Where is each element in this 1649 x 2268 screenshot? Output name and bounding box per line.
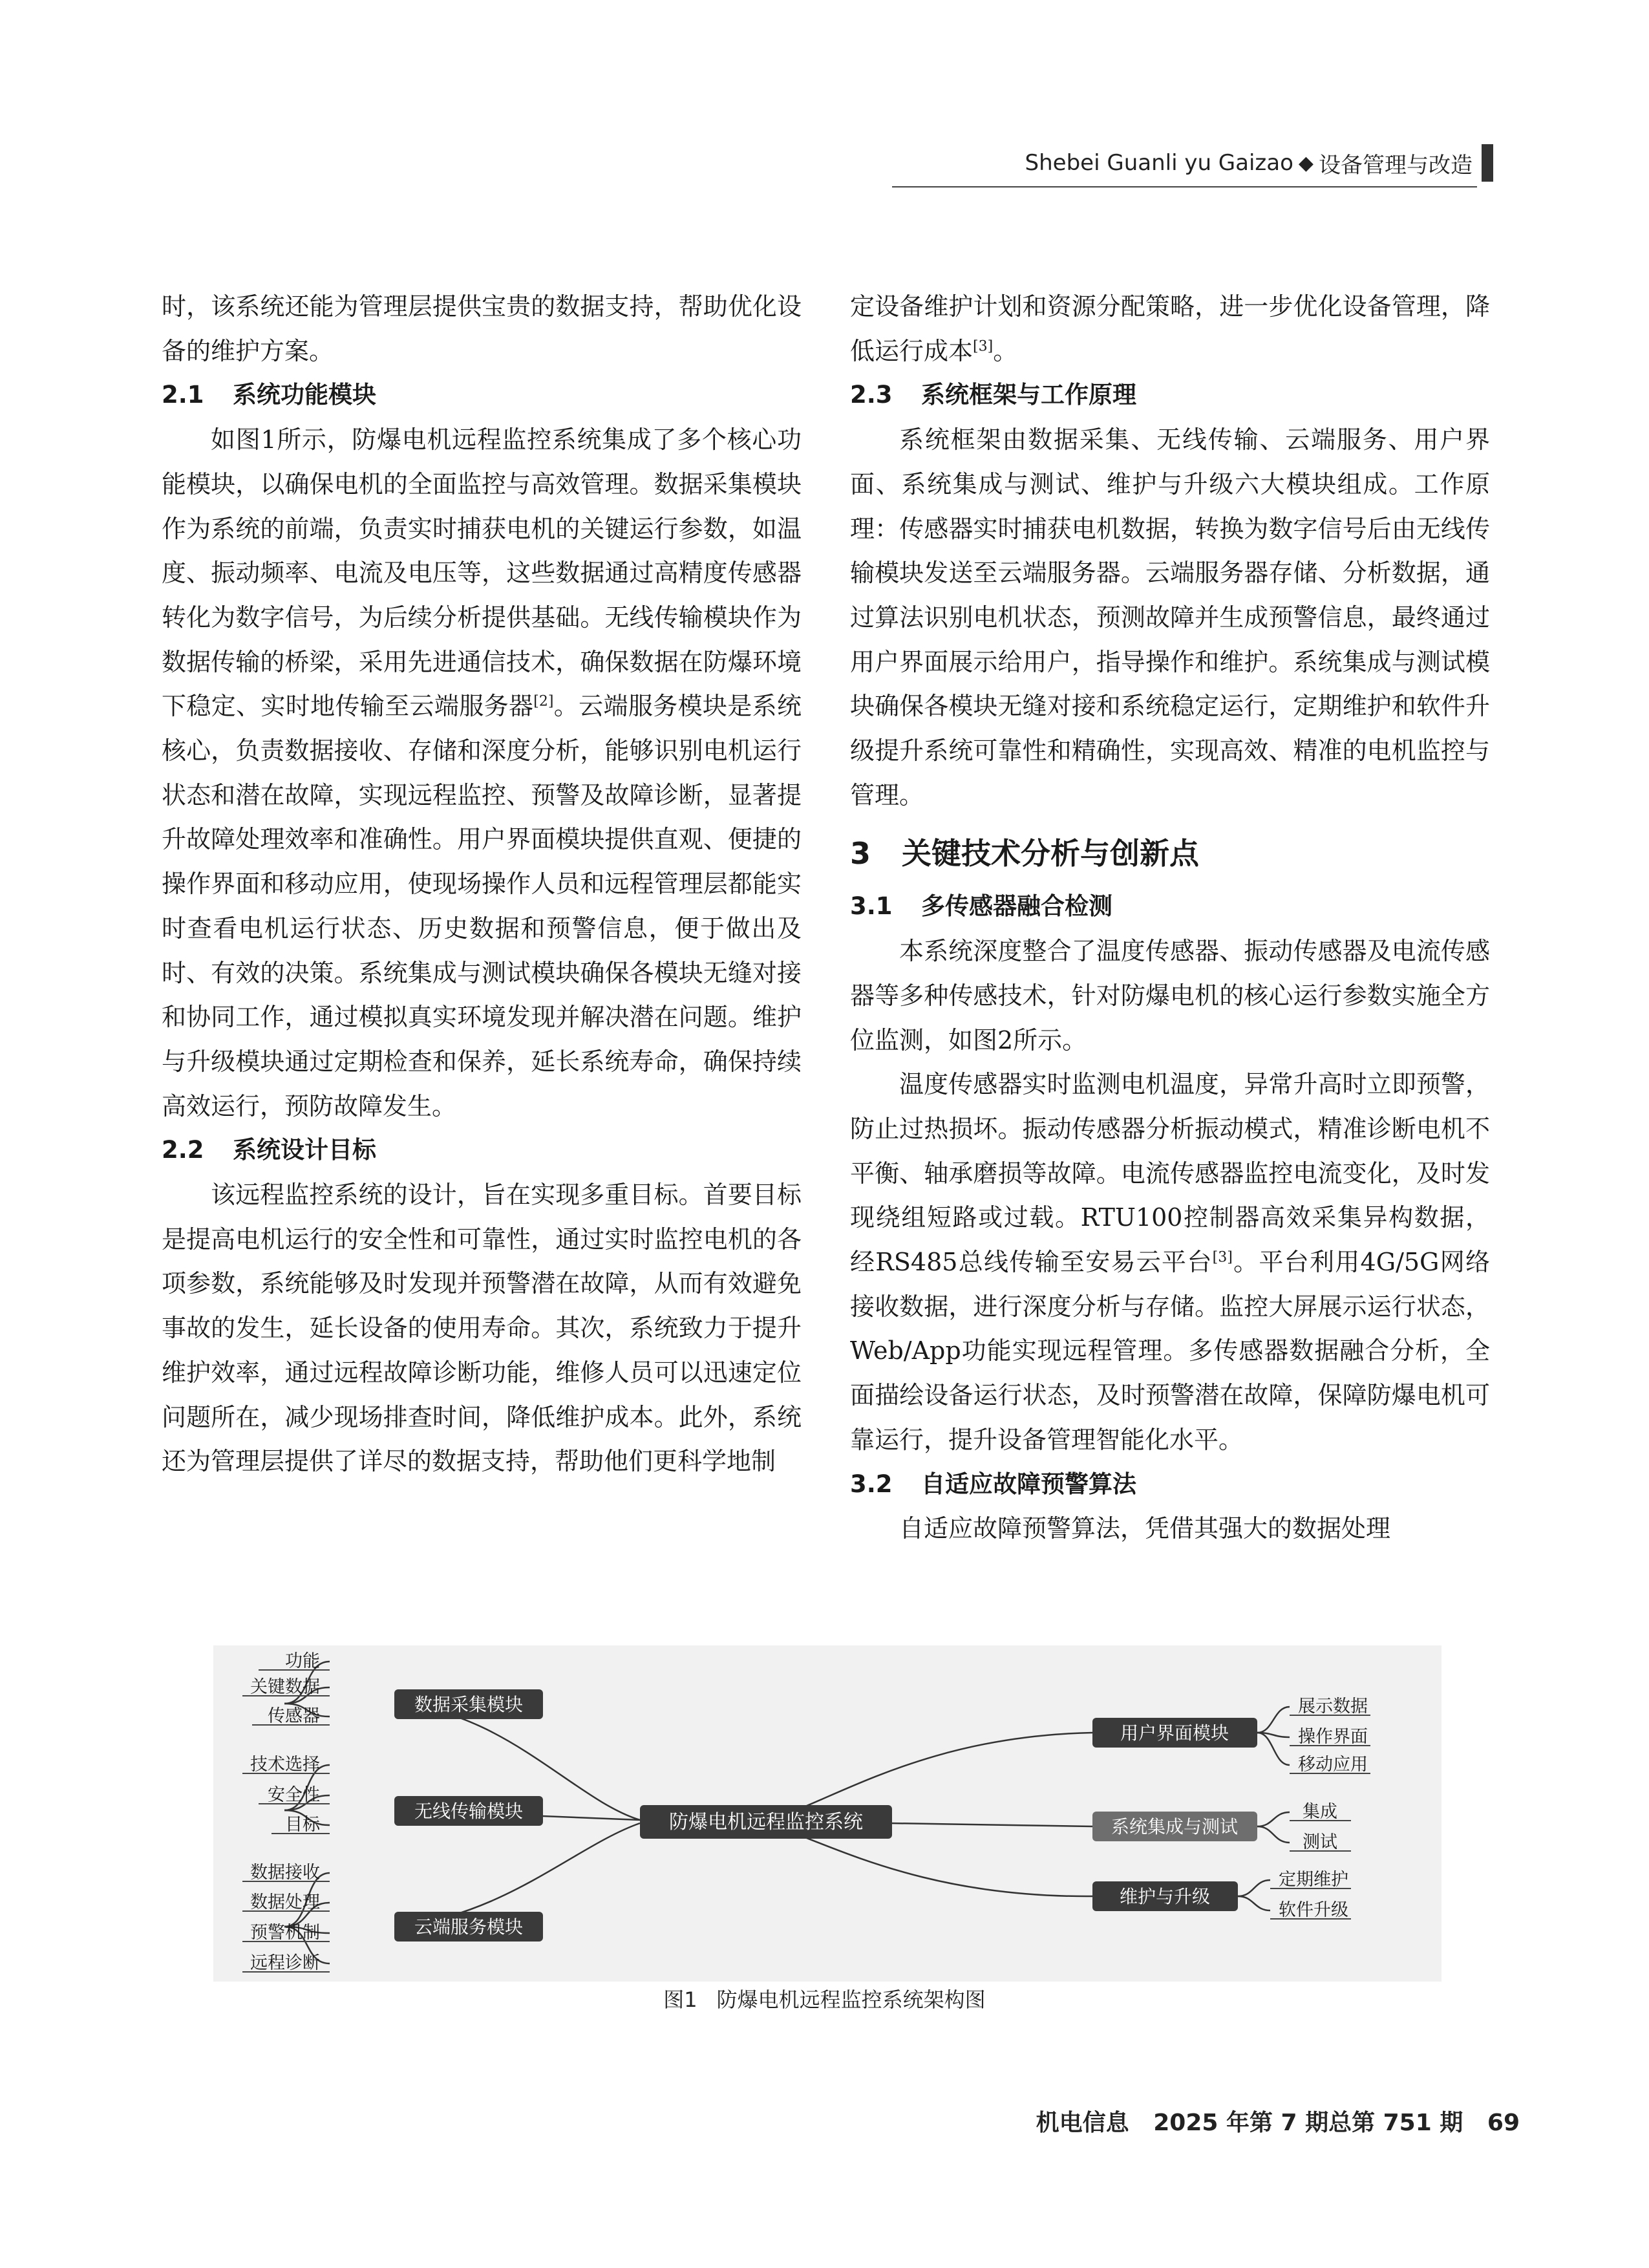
connector [1257,1707,1290,1733]
paragraph: 本系统深度整合了温度传感器、振动传感器及电流传感器等多种传感技术，针对防爆电机的核心运行参数实施全方位监测，如图2所示。 [850,937,1490,1054]
module-data-acquisition: 数据采集模块 [414,1694,524,1715]
section-heading-3-1 [850,884,1490,929]
section-number: 3.1 [850,892,893,921]
diamond-icon: ◆ [1298,151,1314,175]
paragraph-text: 。 [993,336,1018,365]
section-title: 自适应故障预警算法 [921,1470,1136,1498]
paragraph [850,284,1490,373]
paragraph [850,1062,1490,1462]
section-title: 系统设计目标 [233,1136,376,1164]
leaf-label: 移动应用 [1298,1755,1368,1775]
paragraph: 时，该系统还能为管理层提供宝贵的数据支持，帮助优化设备的维护方案。 [162,292,802,365]
leaf-label: 操作界面 [1298,1727,1368,1747]
paragraph-text: 。云端服务模块是系统核心，负责数据接收、存储和深度分析，能够识别电机运行状态和潜在故障，实现远程监控、预警及故障诊断，显著提升故障处理效率和准确性。用户界面模块提供直观、便捷的操作界面和移动应用，使现场操作人员和远程管理层都能实时查看电机运行状态、历史数据和预警信息，便于做出及时、有效的决策。系统集成与测试模块确保各模块无缝对接和协同工作，通过模拟真实环境发现并解决潜在问题。维护与升级模块通过定期检查和保养，延长系统寿命，确保持续高效运行，预防故障发生。 [162,692,802,1120]
leaf-label: 软件升级 [1279,1900,1348,1920]
page-footer: 机电信息 2025 年第 7 期总第 751 期 69 [1036,2110,1520,2136]
module-wireless: 无线传输模块 [414,1801,524,1822]
section-title: 系统框架与工作原理 [921,381,1136,409]
section-number: 3.2 [850,1470,893,1498]
paragraph: 系统框架由数据采集、无线传输、云端服务、用户界面、系统集成与测试、维护与升级六大模块组成。工作原理：传感器实时捕获电机数据，转换为数字信号后由无线传输模块发送至云端服务器。云端服务器存储、分析数据，通过算法识别电机状态，预测故障并生成预警信息，最终通过用户界面展示给用户，指导操作和维护。系统集成与测试模块确保各模块无缝对接和系统稳定运行，定期维护和软件升级提升系统可靠性和精确性，实现高效、精准的电机监控与管理。 [850,425,1490,809]
citation: [2] [533,693,554,710]
paragraph-text: 温度传感器实时监测电机温度，异常升高时立即预警，防止过热损坏。振动传感器分析振动模式，精准诊断电机不平衡、轴承磨损等故障。电流传感器监控电流变化，及时发现绕组短路或过载。RTU100控制器高效采集异构数据，经RS485总线传输至安易云平台 [850,1070,1490,1277]
section-title: 多传感器融合检测 [921,892,1112,921]
section-number: 3 [850,836,871,872]
section-title: 关键技术分析与创新点 [902,836,1199,872]
paragraph-text: 如图1所示，防爆电机远程监控系统集成了多个核心功能模块，以确保电机的全面监控与高效管理。数据采集模块作为系统的前端，负责实时捕获电机的关键运行参数，如温度、振动频率、电流及电压等，这些数据通过高精度传感器转化为数字信号，为后续分析提供基础。无线传输模块作为数据传输的桥梁，采用先进通信技术，确保数据在防爆环境下稳定、实时地传输至云端服务器 [162,425,802,721]
right-column [850,284,1490,1551]
section-number: 2.1 [162,381,204,409]
citation: [3] [1212,1249,1233,1266]
paragraph: 该远程监控系统的设计，旨在实现多重目标。首要目标是提高电机运行的安全性和可靠性，通过实时监控电机的各项参数，系统能够及时发现并预警潜在故障，从而有效避免事故的发生，延长设备的使用寿命。其次，系统致力于提升维护效率，通过远程故障诊断功能，维修人员可以迅速定位问题所在，减少现场排查时间，降低维护成本。此外，系统还为管理层提供了详尽的数据支持，帮助他们更科学地制 [162,1181,802,1476]
leaf-label: 定期维护 [1279,1870,1348,1890]
module-integration: 系统集成与测试 [1111,1816,1239,1837]
module-user-interface: 用户界面模块 [1120,1722,1229,1744]
running-header [892,144,1493,182]
leaf-label: 测试 [1303,1832,1337,1852]
leaf-label: 安全性 [268,1785,320,1805]
figure-1 [213,1645,1442,1982]
section-number: 2.3 [850,381,893,409]
section-heading-2-1 [162,373,802,418]
leaf-label: 远程诊断 [250,1953,320,1973]
citation: [3] [973,338,994,355]
module-cloud: 云端服务模块 [414,1916,524,1938]
leaf-label: 数据接收 [250,1863,320,1883]
journal-pinyin: Shebei Guanli yu Gaizao [1025,150,1293,176]
leaf-label: 功能 [285,1651,320,1671]
column-title: 设备管理与改造 [1319,152,1473,178]
paragraph-text: 定设备维护计划和资源分配策略，进一步优化设备管理，降低运行成本 [850,292,1490,365]
caption-label: 图1 [663,1987,697,2012]
paragraph: 自适应故障预警算法，凭借其强大的数据处理 [899,1514,1391,1543]
leaf-label: 技术选择 [250,1755,320,1775]
leaf-label: 目标 [285,1815,320,1835]
leaf-label: 展示数据 [1298,1696,1368,1717]
section-heading-3-2 [850,1462,1490,1507]
connector [1257,1812,1290,1826]
leaf-label: 关键数据 [250,1677,320,1697]
section-number: 2.2 [162,1136,204,1164]
caption-title: 防爆电机远程监控系统架构图 [716,1987,986,2012]
center-node: 防爆电机远程监控系统 [669,1811,863,1834]
leaf-label: 传感器 [268,1706,320,1726]
section-heading-2-2 [162,1128,802,1173]
figure-caption [0,1984,1649,2013]
connector [1238,1880,1270,1896]
header-bar [1482,144,1493,182]
left-column [162,284,802,1484]
connector [394,1823,640,1927]
connector [1257,1826,1290,1843]
module-maintenance: 维护与升级 [1119,1886,1211,1907]
paragraph [162,418,802,1128]
connector [1238,1896,1270,1910]
mind-map-diagram [213,1645,1442,1982]
section-title: 系统功能模块 [233,381,376,409]
section-heading-2-3 [850,373,1490,418]
leaf-label: 预警机制 [250,1923,320,1943]
leaf-label: 数据处理 [250,1892,320,1912]
header-rule [892,186,1477,187]
paragraph-text: 。平台利用4G/5G网络接收数据，进行深度分析与存储。监控大屏展示运行状态，Web/App功能实现远程管理。多传感器数据融合分析，全面描绘设备运行状态，及时预警潜在故障，保障防爆电机可靠运行，提升设备管理智能化水平。 [850,1248,1490,1454]
leaf-label: 集成 [1303,1802,1337,1822]
section-heading-3 [850,822,1490,884]
